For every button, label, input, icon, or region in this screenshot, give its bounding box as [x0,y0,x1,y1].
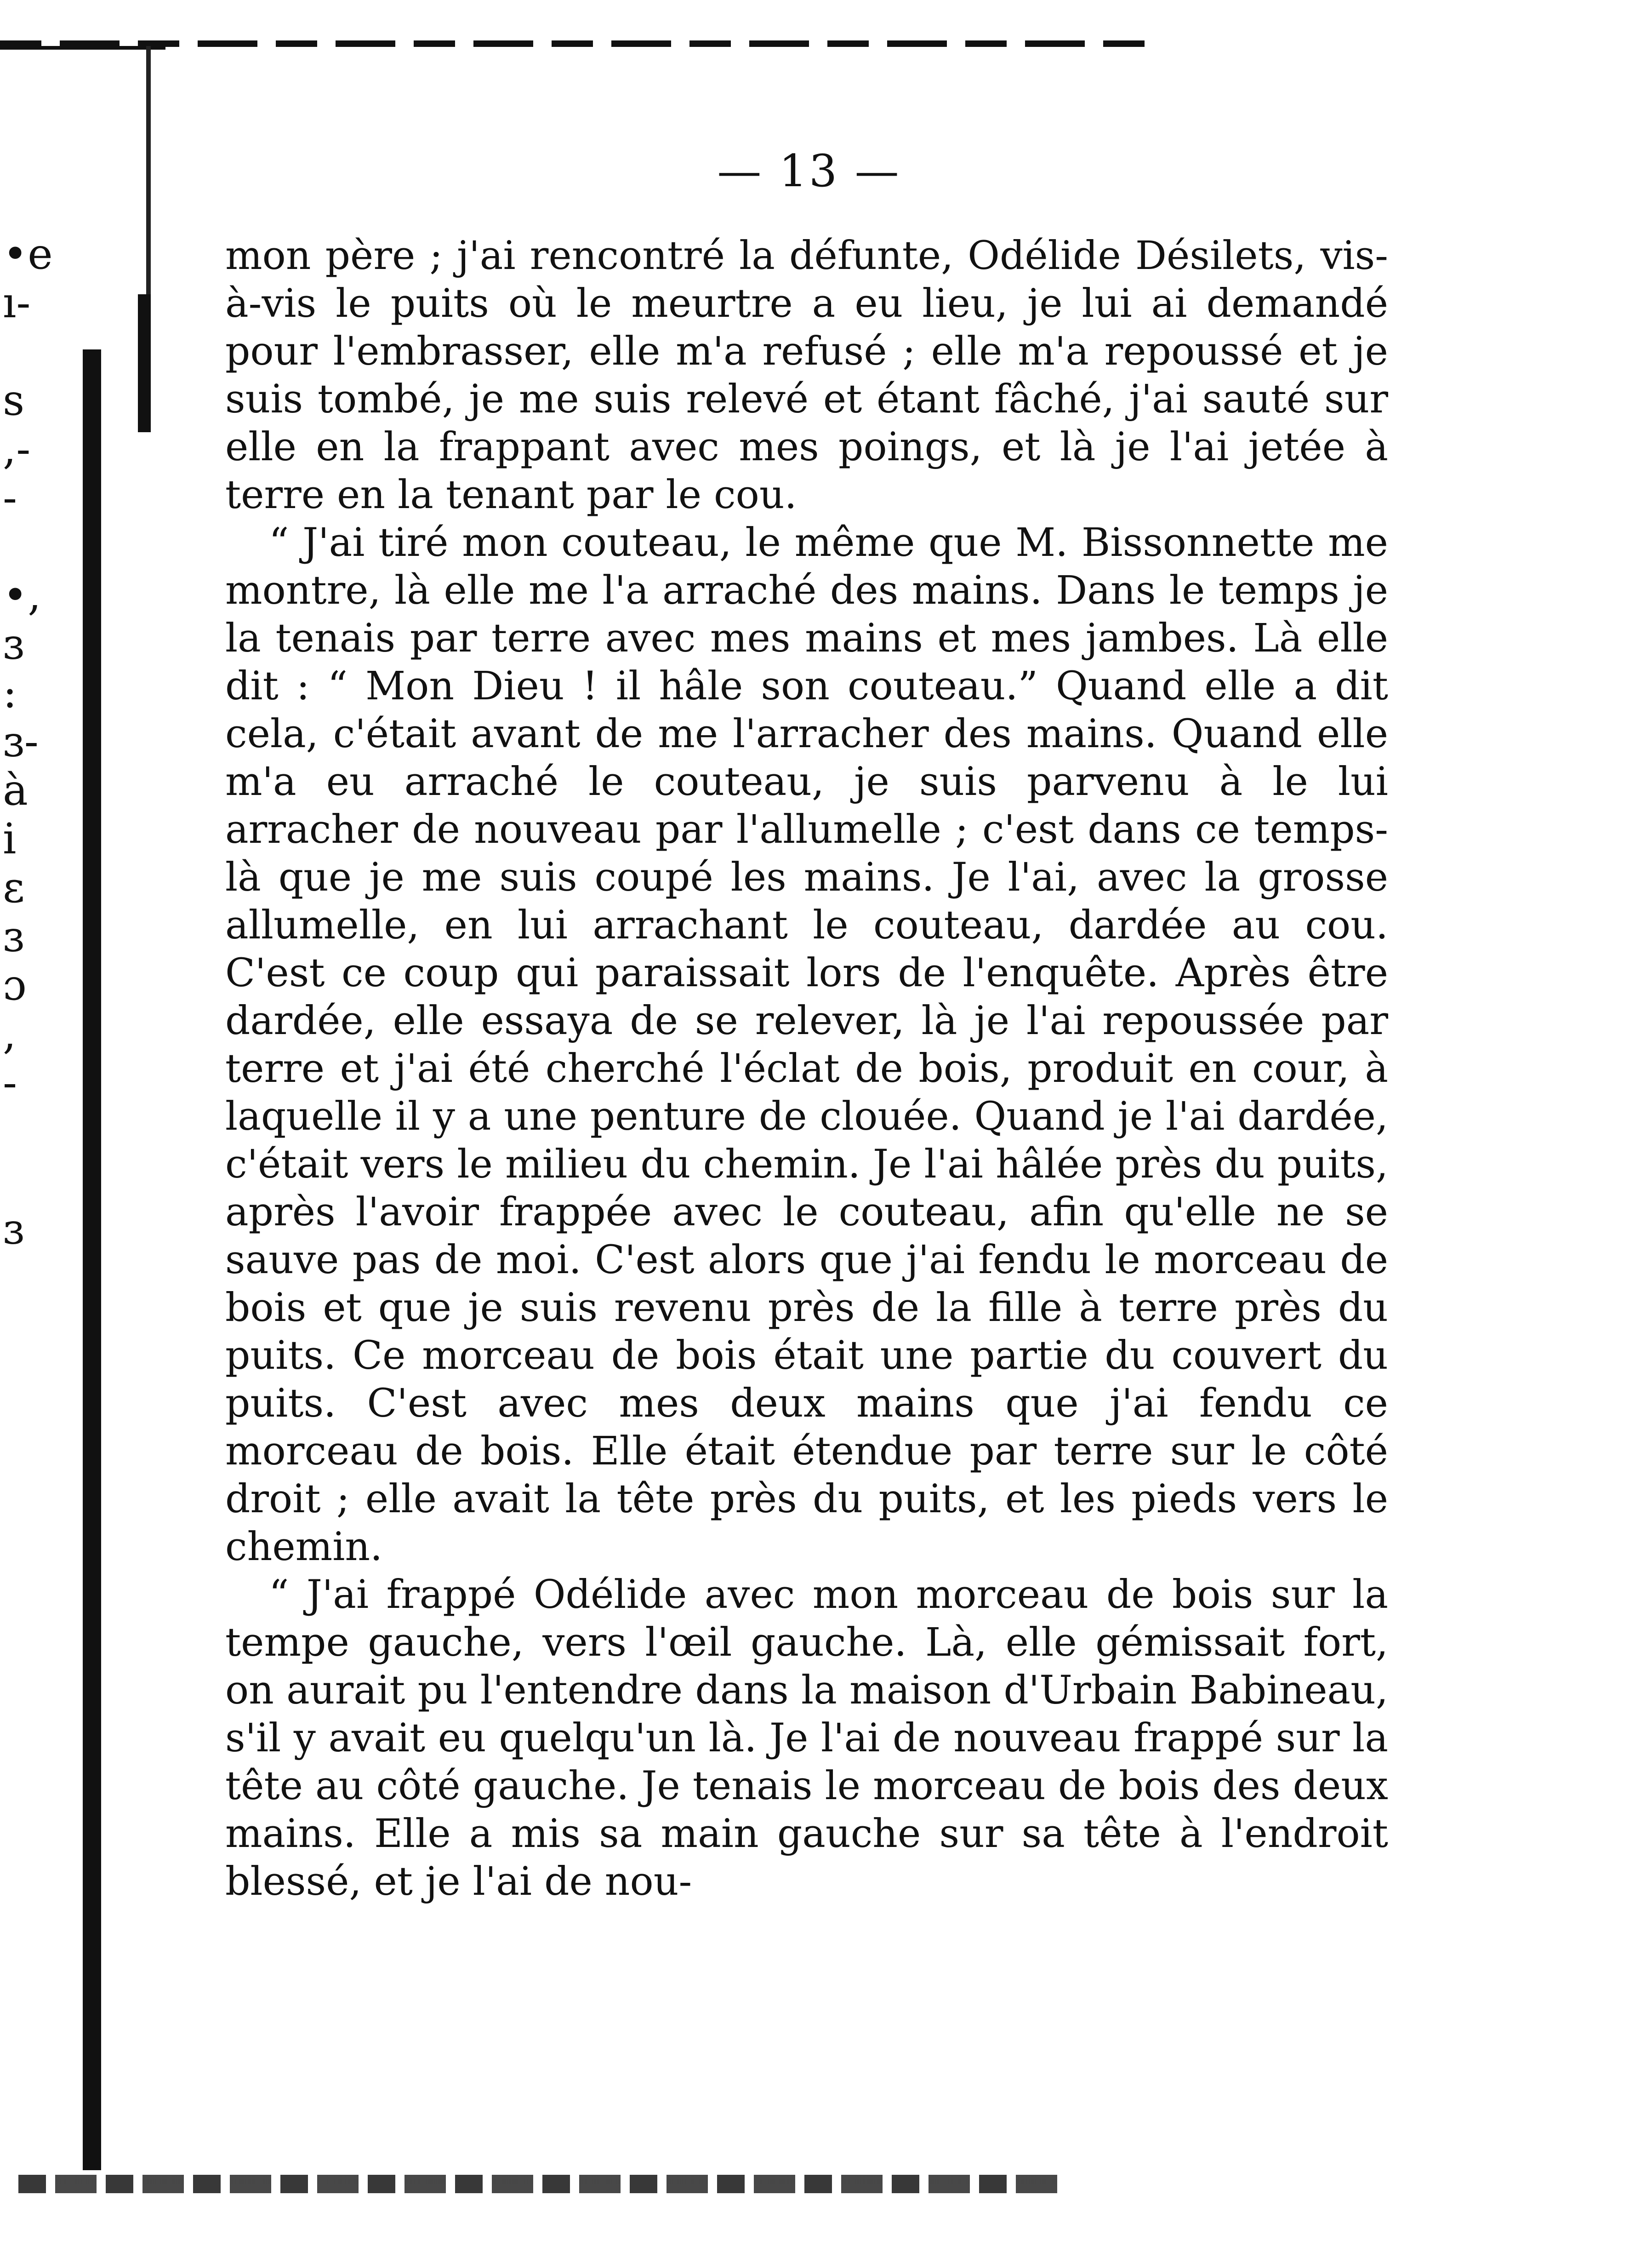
paragraph-3: “ J'ai frappé Odélide avec mon morceau de bois sur la tempe gauche, vers l'œil gauche. Là, elle gémissait fort, on aurait pu l'entendre dans la maison d'Urbain Babineau, s'il y avait eu quelqu'un là. Je l'ai de nouveau frappé sur la tête au côté gauche. Je tenais le morceau de bois des deux mains. Elle a mis sa main gauche sur sa tête à l'endroit blessé, et je l'ai de nou- [225,1572,1388,1904]
paragraph-1: mon père ; j'ai rencontré la défunte, Odélide Désilets, vis-à-vis le puits où le meurtre a eu lieu, je lui ai demandé pour l'embrasser, elle m'a refusé ; elle m'a repoussé et je suis tombé, je me suis relevé et étant fâché, j'ai sauté sur elle en la frappant avec mes poings, et là je l'ai jetée à terre en la tenant par le cou. [225,233,1388,518]
scan-top-rule-solid [0,46,165,50]
scan-left-bar-mid [138,294,151,432]
scan-left-bar [83,349,101,2170]
scan-top-rule [0,40,1163,47]
scan-left-bar-thin [146,46,151,303]
body-text [225,232,1388,1906]
scan-bottom-rule [18,2175,1057,2193]
page-number: — 13 — [717,145,901,197]
adjacent-page-fragments: •e ı- s ,- - •, ɜ : ɜ- à i ɛ ɜ ɔ , - ɜ [3,229,53,1253]
paragraph-2: “ J'ai tiré mon couteau, le même que M. Bissonnette me montre, là elle me l'a arraché des mains. Dans le temps je la tenais par terre avec mes mains et mes jambes. Là elle dit : “ Mon Dieu ! il hâle son couteau.” Quand elle a dit cela, c'était avant de me l'arracher des mains. Quand elle m'a eu arraché le couteau, je suis parvenu à le lui arracher de nouveau par l'allumelle ; c'est dans ce temps-là que je me suis coupé les mains. Je l'ai, avec la grosse allumelle, en lui arrachant le couteau, dardée au cou. C'est ce coup qui paraissait lors de l'enquête. Après être dardée, elle essaya de se relever, là je l'ai repoussée par terre et j'ai été cherché l'éclat de bois, produit en cour, à laquelle il y a une penture de clouée. Quand je l'ai dardée, c'était vers le milieu du chemin. Je l'ai hâlée près du puits, après l'avoir frappée avec le couteau, afin qu'elle ne se sauve pas de moi. C'est alors que j'ai fendu le morceau de bois et que je suis revenu près de la fille à terre près du puits. Ce morceau de bois était une partie du couvert du puits. C'est avec mes deux mains que j'ai fendu ce morceau de bois. Elle était étendue par terre sur le côté droit ; elle avait la tête près du puits, et les pieds vers le chemin. [225,520,1388,1570]
